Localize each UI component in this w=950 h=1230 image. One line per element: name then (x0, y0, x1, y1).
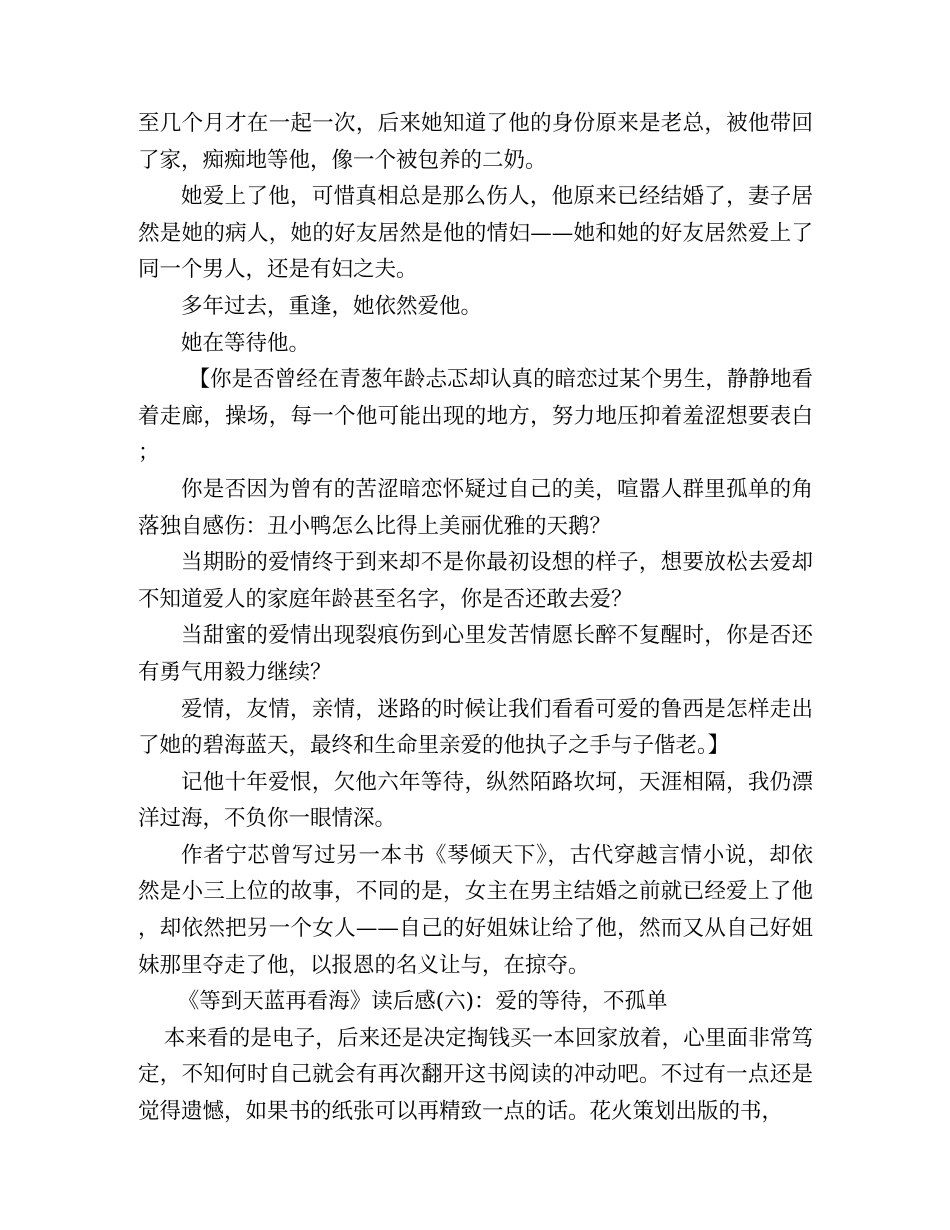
paragraph: 你是否因为曾有的苦涩暗恋怀疑过自己的美，喧嚣人群里孤单的角落独自感伤：丑小鸭怎么比得上美丽优雅的天鹅？ (138, 476, 813, 539)
paragraph: 本来看的是电子，后来还是决定掏钱买一本回家放着，心里面非常笃定，不知何时自己就会有再次翻开这书阅读的冲动吧。不过有一点还是觉得遗憾，如果书的纸张可以再精致一点的话。花火策划出版的书， (138, 1025, 813, 1125)
paragraph: 她在等待他。 (181, 330, 311, 356)
paragraph: 至几个月才在一起一次，后来她知道了他的身份原来是老总，被他带回了家，痴痴地等他，像一个被包养的二奶。 (138, 111, 813, 173)
paragraph: 多年过去，重逢，她依然爱他。 (181, 293, 483, 319)
paragraph: 【你是否曾经在青葱年龄忐忑却认真的暗恋过某个男生，静静地看着走廊，操场，每一个他可能出现的地方，努力地压抑着羞涩想要表白； (138, 367, 813, 466)
paragraph: 她爱上了他，可惜真相总是那么伤人，他原来已经结婚了，妻子居然是她的病人，她的好友居然是他的情妇——她和她的好友居然爱上了同一个男人，还是有妇之夫。 (138, 184, 813, 283)
paragraph: 当甜蜜的爱情出现裂痕伤到心里发苦情愿长醉不复醒时，你是否还有勇气用毅力继续？ (138, 623, 813, 685)
paragraph: 作者宁芯曾写过另一本书《琴倾天下》，古代穿越言情小说，却依然是小三上位的故事，不同的是，女主在男主结婚之前就已经爱上了他，却依然把另一个女人——自己的好姐妹让给了他，然而又从自己好姐妹那里夺走了他，以报恩的名义让与，在掠夺。 (138, 842, 813, 978)
paragraph: 爱情，友情，亲情，迷路的时候让我们看看可爱的鲁西是怎样走出了她的碧海蓝天，最终和生命里亲爱的他执子之手与子偕老。】 (138, 696, 813, 759)
paragraph: 当期盼的爱情终于到来却不是你最初设想的样子，想要放松去爱却不知道爱人的家庭年龄甚至名字，你是否还敢去爱？ (138, 550, 813, 612)
section-heading: 《等到天蓝再看海》读后感(六)：爱的等待，不孤单 (177, 989, 668, 1015)
document-body (138, 106, 813, 1131)
paragraph: 记他十年爱恨，欠他六年等待，纵然陌路坎坷，天涯相隔，我仍漂洋过海，不负你一眼情深。 (138, 769, 813, 832)
